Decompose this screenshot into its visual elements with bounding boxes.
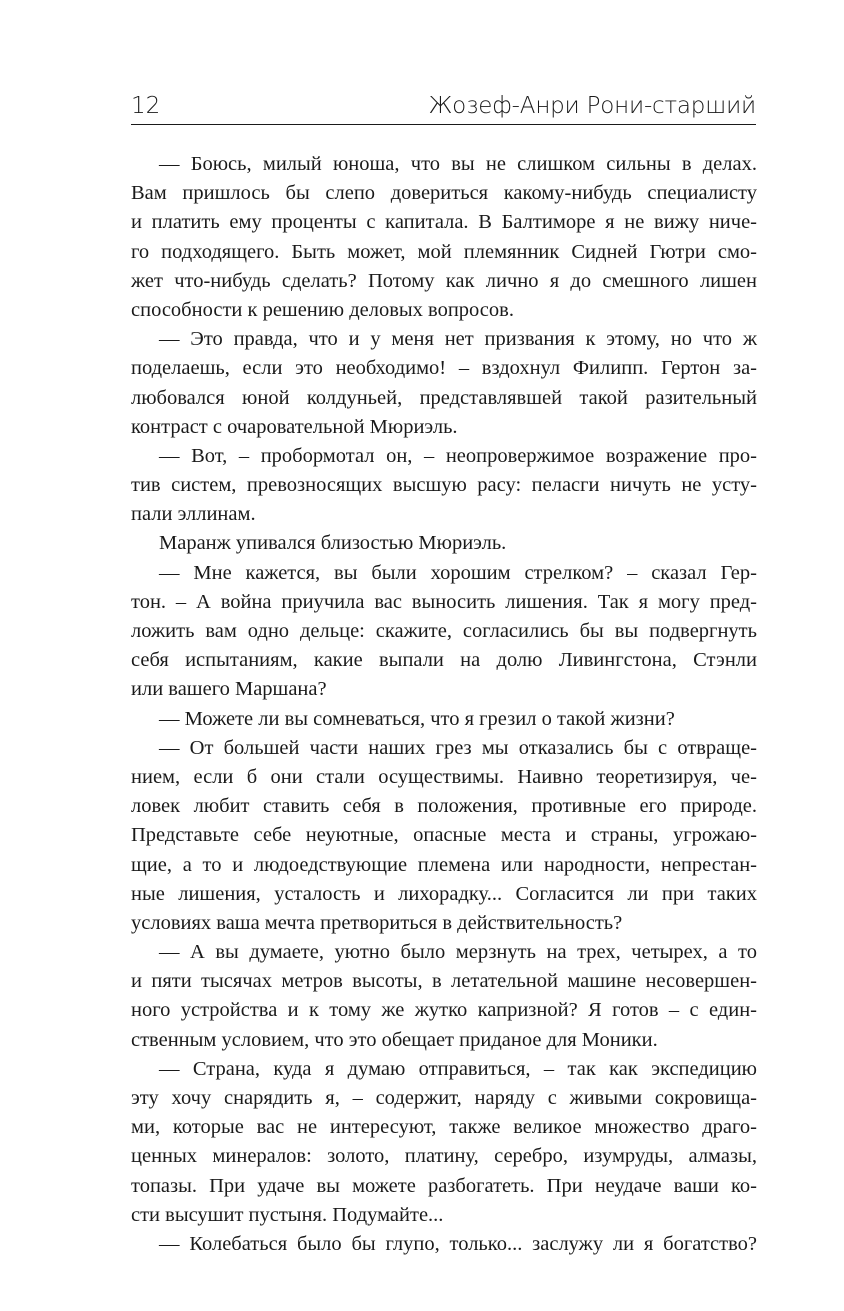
text-line: ного устройства и к тому же жутко капризной? Я готов – с един- xyxy=(131,999,757,1022)
text-line: ложить вам одно дельце: скажите, согласились бы вы подвергнуть xyxy=(131,620,757,642)
text-line: любовался юной колдуньей, представлявшей такой разительный xyxy=(131,386,757,409)
text-line: — Можете ли вы сомневаться, что я грезил о такой жизни? xyxy=(159,707,675,730)
text-line: — Страна, куда я думаю отправиться, – так как экспедицию xyxy=(159,1057,757,1080)
text-line: Вам пришлось бы слепо довериться какому-нибудь специалисту xyxy=(131,182,757,205)
text-line: го подходящего. Быть может, мой племянник Сидней Гютри смо- xyxy=(131,240,757,263)
text-line: тив систем, превозносящих высшую расу: пеласги ничуть не усту- xyxy=(131,474,757,497)
text-line: контраст с очаровательной Мюриэль. xyxy=(131,415,458,438)
text-line: ми, которые вас не интересуют, также великое множество драго- xyxy=(131,1116,757,1139)
text-line: — А вы думаете, уютно было мерзнуть на трех, четырех, а то xyxy=(159,941,757,964)
text-line: — Мне кажется, вы были хорошим стрелком? – сказал Гер- xyxy=(159,561,757,584)
text-line: условиях ваша мечта претвориться в действительность? xyxy=(131,911,623,934)
text-line: нием, если б они стали осуществимы. Наивно теоретизируя, че- xyxy=(131,765,757,788)
page-number: 12 xyxy=(131,93,161,119)
text-line: щие, а то и людоедствующие племена или народности, непрестан- xyxy=(131,853,757,876)
text-line: ные лишения, усталость и лихорадку... Согласится ли при таких xyxy=(131,882,757,905)
text-line: эту хочу снарядить я, – содержит, наряду с живыми сокровища- xyxy=(131,1087,757,1109)
text-line: Представьте себе неуютные, опасные места и страны, угрожаю- xyxy=(131,824,757,847)
text-line: и платить ему проценты с капитала. В Балтиморе я не вижу ниче- xyxy=(131,211,757,234)
running-head: Жозеф-Анри Рони-старший xyxy=(428,93,756,119)
text-line: — Вот, – пробормотал он, – неопровержимое возражение про- xyxy=(159,444,757,467)
text-line: и пяти тысячах метров высоты, в летательной машине несовершен- xyxy=(131,970,757,993)
text-line: ловек любит ставить себя в положения, противные его природе. xyxy=(131,795,757,818)
text-line: сти высушит пустыня. Подумайте... xyxy=(131,1203,444,1226)
text-line: способности к решению деловых вопросов. xyxy=(131,298,514,321)
body-text xyxy=(131,150,757,1259)
text-line: поделаешь, если это необходимо! – вздохнул Филипп. Гертон за- xyxy=(131,357,757,380)
text-line: ценных минералов: золото, платину, серебро, изумруды, алмазы, xyxy=(131,1145,757,1168)
text-line: — Колебаться было бы глупо, только... заслужу ли я богатство? xyxy=(159,1232,757,1255)
text-line: — Это правда, что и у меня нет призвания к этому, но что ж xyxy=(159,328,757,351)
text-line: или вашего Маршана? xyxy=(131,678,327,701)
text-line: — Боюсь, милый юноша, что вы не слишком сильны в делах. xyxy=(159,153,757,175)
text-line: Маранж упивался близостью Мюриэль. xyxy=(159,532,507,555)
text-line: — От большей части наших грез мы отказались бы с отвраще- xyxy=(159,736,757,759)
text-line: ственным условием, что это обещает приданое для Моники. xyxy=(131,1028,658,1051)
text-line: пали эллинам. xyxy=(131,503,256,526)
text-line: тон. – А война приучила вас выносить лишения. Так я могу пред- xyxy=(131,590,757,613)
text-line: жет что-нибудь сделать? Потому как лично я до смешного лишен xyxy=(131,269,757,292)
page-header xyxy=(131,86,756,125)
text-line: топазы. При удаче вы можете разбогатеть. При неудаче ваши ко- xyxy=(131,1174,757,1197)
text-line: себя испытаниям, какие выпали на долю Ливингстона, Стэнли xyxy=(131,649,757,672)
